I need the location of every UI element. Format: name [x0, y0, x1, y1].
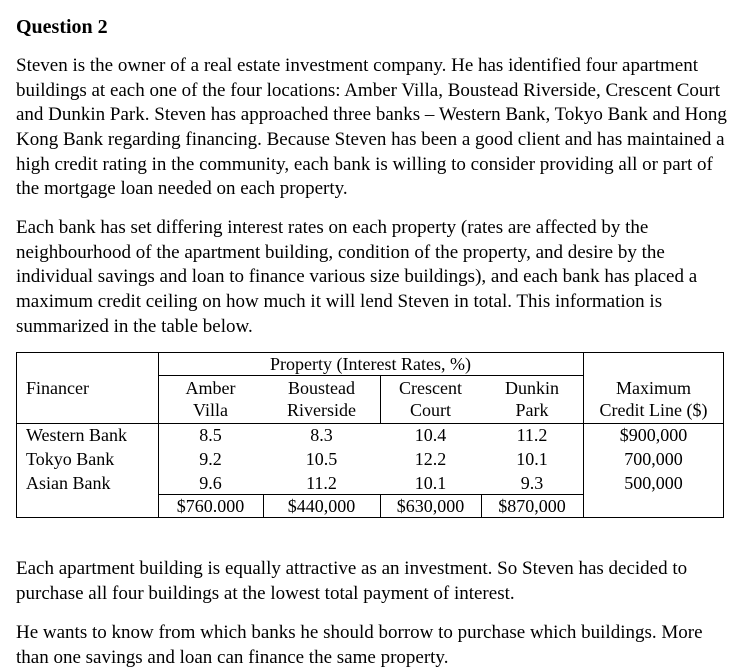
text-line: Each bank has set differing interest rates on each property (rates are affected by the	[16, 217, 649, 238]
rate-cell: 8.3	[310, 425, 333, 445]
rate-cell: 9.3	[520, 473, 544, 493]
rate-cell: 10.5	[305, 449, 338, 469]
cost-cell: $760.000	[176, 496, 245, 516]
text-line: summarized in the table below.	[16, 315, 253, 337]
rate-cell: 10.4	[414, 425, 447, 445]
question-paragraph	[16, 621, 703, 670]
rate-cell: 11.2	[516, 425, 548, 445]
text-line: high credit rating in the community, each bank is willing to consider providing all or part of	[16, 153, 713, 175]
text-line: individual savings and loan to finance various size buildings), and each bank has placed a	[16, 266, 698, 288]
column-header-line: Riverside	[287, 400, 356, 420]
column-header-crescent	[380, 377, 481, 421]
column-header-line: Amber	[185, 378, 236, 398]
column-header-amber	[158, 377, 263, 421]
column-header-line: Crescent	[399, 378, 462, 398]
financer-header: Financer	[26, 378, 89, 398]
decision-paragraph	[16, 557, 687, 606]
rate-cell: 11.2	[306, 473, 337, 493]
financer-name: Western Bank	[26, 425, 128, 445]
rate-cell: 9.2	[199, 449, 222, 469]
credit-line-header	[583, 377, 724, 421]
rates-paragraph	[16, 216, 697, 339]
text-line: maximum credit ceiling on how much it will lend Steven in total. This information is	[16, 291, 663, 313]
column-header-line: Dunkin	[505, 378, 559, 398]
text-line: than one savings and loan can finance the same property.	[16, 646, 449, 668]
column-header-line: Maximum	[616, 378, 691, 398]
credit-cell: $900,000	[619, 425, 688, 445]
column-header-line: Park	[515, 400, 549, 420]
text-line: Steven is the owner of a real estate investment company. He has identified four apartment	[16, 55, 699, 76]
column-header-line: Court	[409, 400, 451, 420]
column-header-line: Credit Line ($)	[599, 400, 708, 420]
text-line: Each apartment building is equally attractive as an investment. So Steven has decided to	[16, 558, 688, 579]
question-heading: Question 2	[16, 16, 108, 38]
column-header-line: Boustead	[288, 378, 355, 398]
rate-cell: 8.5	[199, 425, 222, 445]
table-border-bottom	[16, 517, 724, 518]
rate-cell: 12.2	[414, 449, 447, 469]
text-line: neighbourhood of the apartment building, condition of the property, and desire by the	[16, 241, 665, 263]
financer-name: Asian Bank	[26, 473, 111, 493]
column-header-boustead	[263, 377, 380, 421]
cost-cell: $870,000	[498, 496, 566, 516]
column-header-dunkin	[481, 377, 583, 421]
rate-cell: 10.1	[516, 449, 548, 469]
text-line: Kong Bank regarding financing. Because Steven has been a good client and has maintained a	[16, 129, 725, 151]
text-line: and Dunkin Park. Steven has approached three banks – Western Bank, Tokyo Bank and Hong	[16, 104, 727, 126]
property-header-rule	[158, 375, 583, 376]
cost-cell: $630,000	[396, 496, 465, 516]
text-line: He wants to know from which banks he should borrow to purchase which buildings. More	[16, 622, 703, 643]
property-group-header: Property (Interest Rates, %)	[270, 354, 471, 374]
rate-cell: 9.6	[199, 473, 222, 493]
text-line: purchase all four buildings at the lowest total payment of interest.	[16, 582, 515, 604]
financing-table	[16, 352, 724, 518]
text-line: the mortgage loan needed on each property.	[16, 178, 348, 200]
credit-cell: 500,000	[624, 473, 683, 493]
financer-name: Tokyo Bank	[26, 449, 115, 469]
intro-paragraph	[16, 54, 727, 202]
text-line: buildings at each one of the four locations: Amber Villa, Boustead Riverside, Crescent Court	[16, 79, 720, 101]
rate-cell: 10.1	[414, 473, 447, 493]
cost-cell: $440,000	[287, 496, 356, 516]
table-border-left	[16, 352, 17, 518]
credit-cell: 700,000	[624, 449, 683, 469]
column-header-line: Villa	[193, 400, 228, 420]
